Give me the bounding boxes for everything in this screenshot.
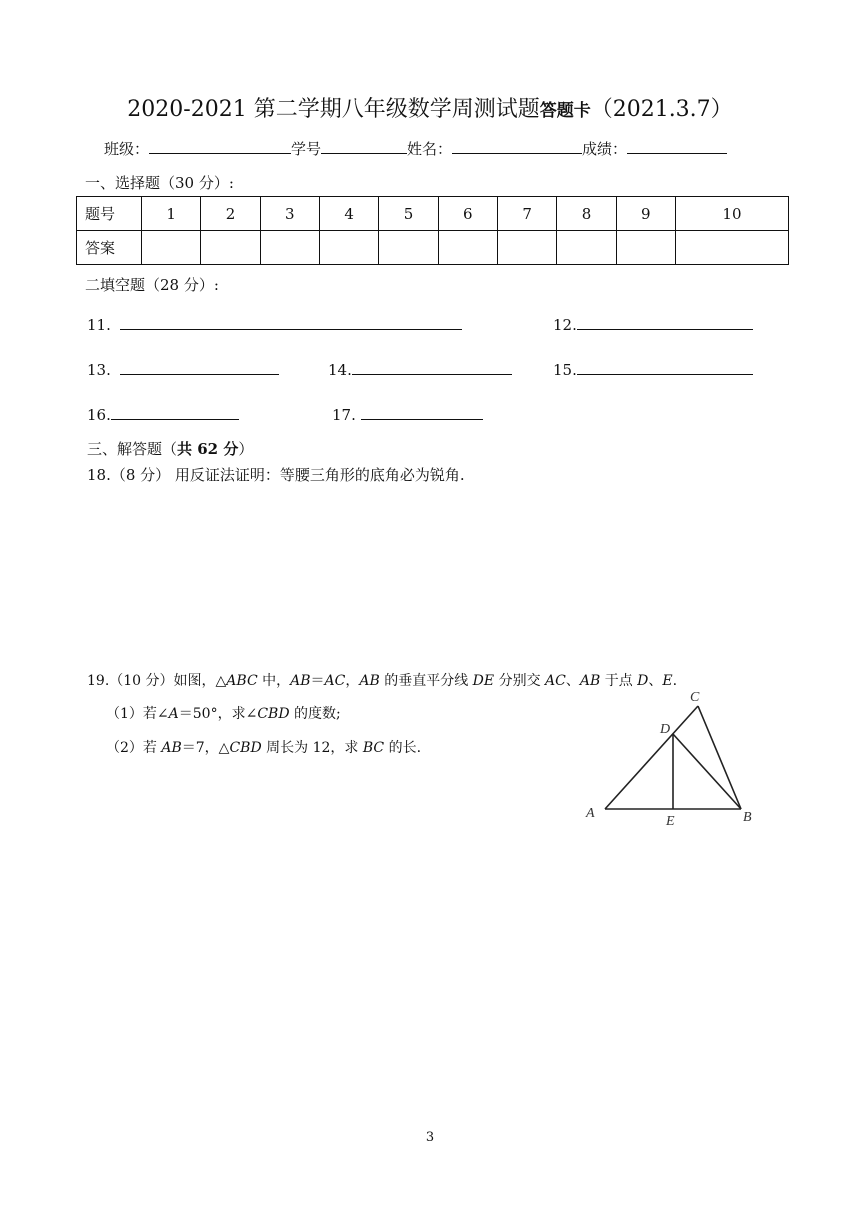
grid-number: 1 bbox=[142, 197, 201, 231]
title-small: 答题卡 bbox=[539, 101, 591, 121]
blank-16-line[interactable] bbox=[111, 404, 239, 420]
q19-var: DE bbox=[472, 673, 495, 689]
grid-number: 7 bbox=[497, 197, 556, 231]
q19-text: ， bbox=[345, 673, 360, 689]
section2-heading: 二填空题（28 分）: bbox=[85, 276, 219, 294]
q19-var: AB bbox=[359, 673, 380, 689]
blank-15 bbox=[553, 359, 753, 379]
q19-sub1 bbox=[106, 703, 341, 723]
grid-number: 10 bbox=[675, 197, 788, 231]
blank-13-line[interactable] bbox=[120, 359, 279, 375]
blank-17-label: 17. bbox=[332, 406, 356, 424]
answer-cell[interactable] bbox=[142, 231, 201, 265]
number-label: 学号 bbox=[291, 140, 322, 158]
blank-14 bbox=[328, 359, 512, 379]
answer-cell[interactable] bbox=[438, 231, 497, 265]
blank-17 bbox=[332, 404, 483, 424]
page-number: 3 bbox=[425, 1130, 435, 1145]
q19-text: 、 bbox=[648, 673, 663, 689]
q19-text: . bbox=[672, 673, 678, 689]
grid-number: 8 bbox=[557, 197, 616, 231]
q19-var: E bbox=[662, 673, 673, 689]
blank-12-label: 12. bbox=[553, 316, 577, 334]
blank-12 bbox=[553, 314, 753, 334]
q19-text: ＝ bbox=[310, 673, 325, 689]
q19-var: BC bbox=[362, 740, 385, 756]
label-d: D bbox=[660, 722, 671, 737]
segment-db bbox=[673, 734, 741, 809]
grid-number: 5 bbox=[379, 197, 438, 231]
grid-number: 2 bbox=[201, 197, 260, 231]
answer-cell[interactable] bbox=[616, 231, 675, 265]
grid-number: 3 bbox=[260, 197, 319, 231]
section3-heading-c: ） bbox=[238, 440, 254, 458]
title-date: （2021.3.7） bbox=[590, 97, 733, 122]
answer-cell[interactable] bbox=[260, 231, 319, 265]
answer-cell[interactable] bbox=[675, 231, 788, 265]
name-blank[interactable] bbox=[452, 138, 582, 154]
blank-13-label: 13. bbox=[87, 361, 111, 379]
segment-cb bbox=[698, 706, 741, 809]
q19-text: 分别交 bbox=[494, 673, 546, 689]
q19-var: D bbox=[637, 673, 649, 689]
answer-cell[interactable] bbox=[557, 231, 616, 265]
q19-var: AB bbox=[290, 673, 311, 689]
page-title bbox=[0, 92, 860, 123]
q19-sub1-text: ＝50°，求∠ bbox=[178, 706, 258, 722]
q19-var: A bbox=[168, 706, 179, 722]
answer-cell[interactable] bbox=[319, 231, 378, 265]
blank-11-label: 11. bbox=[87, 316, 111, 334]
q19-text: 19.（10 分）如图，△ bbox=[87, 673, 227, 689]
number-blank[interactable] bbox=[321, 138, 407, 154]
blank-14-label: 14. bbox=[328, 361, 352, 379]
section3-heading-a: 三、解答题（ bbox=[87, 440, 178, 458]
q19-sub2-text: 的长. bbox=[384, 740, 422, 756]
name-label: 姓名： bbox=[407, 140, 453, 158]
q19-text: 中， bbox=[257, 673, 291, 689]
grid-answer-row bbox=[77, 231, 789, 265]
q19-sub1-text: 的度数; bbox=[289, 706, 341, 722]
blank-12-line[interactable] bbox=[577, 314, 753, 330]
grid-row-label: 题号 bbox=[77, 197, 142, 231]
blank-15-label: 15. bbox=[553, 361, 577, 379]
info-line bbox=[104, 138, 727, 159]
section3-heading-b: 共 62 分 bbox=[177, 440, 239, 458]
blank-16-label: 16. bbox=[87, 406, 111, 424]
title-main: 2020-2021 第二学期八年级数学周测试题 bbox=[127, 97, 540, 122]
segment-ac bbox=[605, 706, 698, 809]
label-e: E bbox=[666, 814, 675, 829]
answer-grid bbox=[76, 196, 789, 265]
blank-14-line[interactable] bbox=[352, 359, 512, 375]
grid-number: 6 bbox=[438, 197, 497, 231]
label-a: A bbox=[586, 806, 595, 821]
q19-var: CBD bbox=[229, 740, 262, 756]
label-c: C bbox=[690, 690, 700, 705]
q19-text: 的垂直平分线 bbox=[379, 673, 473, 689]
blank-13 bbox=[87, 359, 279, 379]
q19-text: 于点 bbox=[600, 673, 638, 689]
q19-var: AB bbox=[161, 740, 182, 756]
q19-var: AC bbox=[545, 673, 566, 689]
blank-15-line[interactable] bbox=[577, 359, 753, 375]
blank-17-line[interactable] bbox=[361, 404, 483, 420]
triangle-figure bbox=[578, 684, 768, 830]
q19-var: AB bbox=[579, 673, 601, 689]
question-18: 18.（8 分） 用反证法证明：等腰三角形的底角必为锐角. bbox=[87, 466, 465, 484]
q19-var: AC bbox=[324, 673, 346, 689]
grid-row-label: 答案 bbox=[77, 231, 142, 265]
section3-heading bbox=[87, 438, 253, 459]
score-label: 成绩： bbox=[582, 140, 628, 158]
blank-16 bbox=[87, 404, 239, 424]
q19-sub2-text: （2）若 bbox=[106, 740, 162, 756]
class-label: 班级： bbox=[104, 140, 150, 158]
q19-sub2-text: ＝7，△ bbox=[181, 740, 230, 756]
blank-11 bbox=[87, 314, 462, 334]
section1-heading: 一、选择题（30 分）: bbox=[85, 174, 234, 192]
q19-sub2-text: 周长为 12，求 bbox=[261, 740, 363, 756]
answer-cell[interactable] bbox=[379, 231, 438, 265]
blank-11-line[interactable] bbox=[120, 314, 462, 330]
class-blank[interactable] bbox=[149, 138, 291, 154]
q19-var: ABC bbox=[226, 673, 258, 689]
grid-number: 9 bbox=[616, 197, 675, 231]
label-b: B bbox=[743, 810, 752, 825]
score-blank[interactable] bbox=[627, 138, 727, 154]
q19-var: CBD bbox=[257, 706, 290, 722]
answer-cell[interactable] bbox=[497, 231, 556, 265]
q19-text: 、 bbox=[565, 673, 580, 689]
answer-cell[interactable] bbox=[201, 231, 260, 265]
q19-sub1-text: （1）若∠ bbox=[106, 706, 169, 722]
q19-sub2 bbox=[106, 737, 421, 757]
grid-number: 4 bbox=[319, 197, 378, 231]
grid-number-row bbox=[77, 197, 789, 231]
